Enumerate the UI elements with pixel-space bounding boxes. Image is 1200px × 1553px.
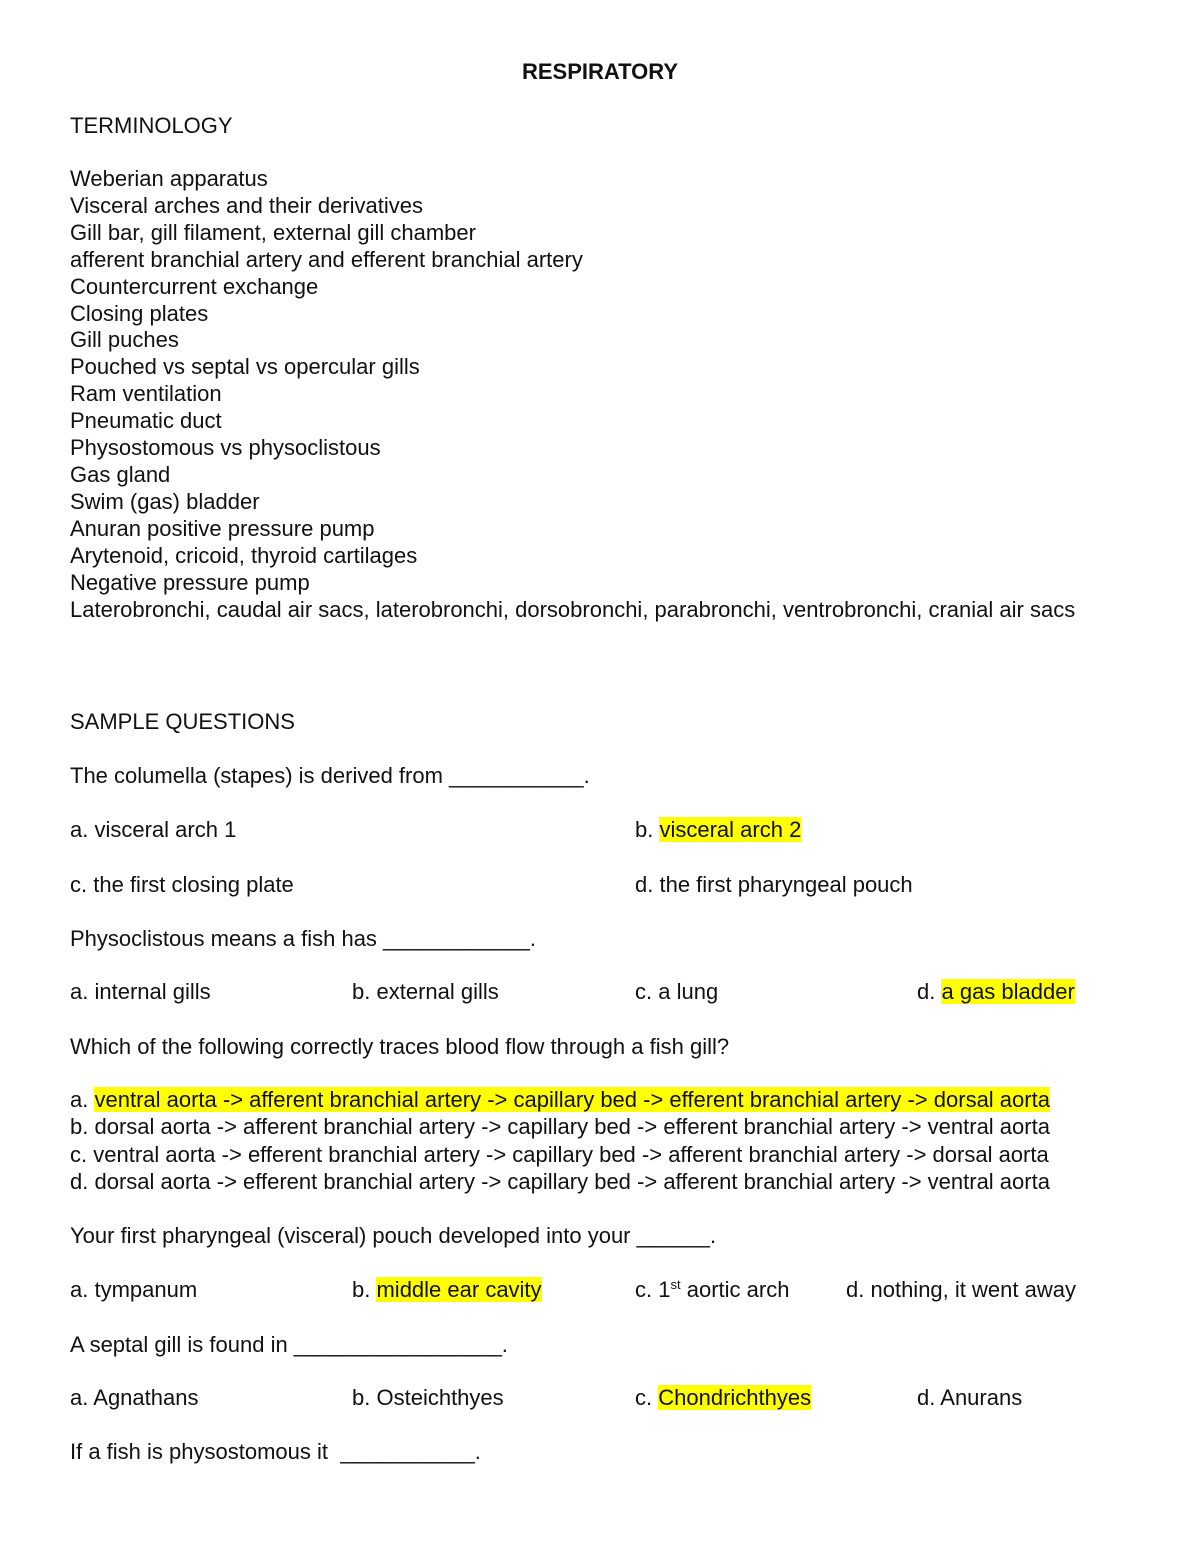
option-text-rest: aortic arch <box>680 1277 790 1302</box>
term-item: Arytenoid, cricoid, thyroid cartilages <box>70 542 418 568</box>
term-item: Physostomous vs physoclistous <box>70 435 381 461</box>
q2-option-a <box>70 978 211 1005</box>
q5-option-d <box>917 1384 1022 1411</box>
option-letter: b. <box>635 817 654 842</box>
option-letter: a. <box>70 979 89 1004</box>
option-letter: a. <box>70 817 89 842</box>
highlighted-answer: Chondrichthyes <box>658 1385 812 1410</box>
option-text: the first pharyngeal pouch <box>659 872 913 897</box>
option-text: external gills <box>376 979 499 1004</box>
option-text: Anurans <box>940 1385 1023 1410</box>
option-text: tympanum <box>94 1277 198 1302</box>
q3-option-b <box>70 1113 1050 1140</box>
term-item: Gas gland <box>70 461 171 487</box>
option-letter: d. <box>917 979 936 1004</box>
q5-option-c <box>635 1384 811 1411</box>
q4-option-a <box>70 1276 197 1303</box>
option-letter: c. <box>635 1385 653 1410</box>
highlighted-answer: visceral arch 2 <box>659 817 802 842</box>
term-item: Swim (gas) bladder <box>70 488 260 514</box>
terminology-heading: TERMINOLOGY <box>70 113 233 138</box>
option-letter: a. <box>70 1087 89 1112</box>
term-item: Visceral arches and their derivatives <box>70 192 423 218</box>
option-text: internal gills <box>94 979 211 1004</box>
question-6: If a fish is physostomous it ___________. <box>70 1439 481 1464</box>
option-text: a lung <box>658 979 719 1004</box>
term-item: Pouched vs septal vs opercular gills <box>70 354 420 380</box>
option-text: the first closing plate <box>93 872 294 897</box>
ordinal-number: 1 <box>658 1277 671 1302</box>
option-letter: b. <box>352 1277 371 1302</box>
question-1: The columella (stapes) is derived from ___________. <box>70 763 590 788</box>
term-item: Gill puches <box>70 327 179 353</box>
option-text: ventral aorta -> efferent branchial artery -> capillary bed -> afferent branchial artery -> dorsal aorta <box>93 1141 1049 1167</box>
sample-questions-heading: SAMPLE QUESTIONS <box>70 709 295 734</box>
option-text <box>658 1277 789 1302</box>
terminology-list <box>70 166 1130 623</box>
option-letter: d. <box>635 872 654 897</box>
q3-option-d <box>70 1168 1050 1195</box>
q2-option-b <box>352 978 499 1005</box>
option-letter: a. <box>70 1277 89 1302</box>
q1-option-d <box>635 871 913 898</box>
option-text: nothing, it went away <box>870 1277 1076 1302</box>
term-item: afferent branchial artery and efferent branchial artery <box>70 246 583 272</box>
q3-options <box>70 1086 1050 1195</box>
option-letter: c. <box>70 872 88 897</box>
option-text: Agnathans <box>93 1385 199 1410</box>
term-item: Anuran positive pressure pump <box>70 515 375 541</box>
option-letter: c. <box>70 1141 88 1167</box>
option-letter: b. <box>352 1385 371 1410</box>
q2-option-d <box>917 978 1075 1005</box>
term-item: Laterobronchi, caudal air sacs, laterobronchi, dorsobronchi, parabronchi, ventrobronchi, cranial air sacs <box>70 596 1076 622</box>
option-letter: b. <box>70 1114 89 1140</box>
q2-option-c <box>635 978 718 1005</box>
q4-option-b <box>352 1276 542 1303</box>
option-letter: c. <box>635 979 653 1004</box>
option-text: visceral arch 1 <box>94 817 237 842</box>
q4-option-d <box>846 1276 1076 1303</box>
q1-option-b <box>635 816 801 843</box>
option-text: Osteichthyes <box>376 1385 504 1410</box>
highlighted-answer: ventral aorta -> afferent branchial artery -> capillary bed -> efferent branchial artery -> dorsal aorta <box>94 1087 1050 1112</box>
option-letter: d. <box>70 1168 89 1194</box>
highlighted-answer: middle ear cavity <box>376 1277 542 1302</box>
q1-option-c <box>70 871 294 898</box>
question-2: Physoclistous means a fish has ____________. <box>70 926 536 951</box>
option-letter: c. <box>635 1277 653 1302</box>
option-text: dorsal aorta -> efferent branchial artery -> capillary bed -> afferent branchial artery -> ventral aorta <box>94 1168 1050 1194</box>
option-letter: d. <box>917 1385 936 1410</box>
q4-option-c <box>635 1276 789 1303</box>
option-letter: d. <box>846 1277 865 1302</box>
question-4: Your first pharyngeal (visceral) pouch developed into your ______. <box>70 1223 717 1248</box>
q3-option-c <box>70 1141 1050 1168</box>
term-item: Closing plates <box>70 300 209 326</box>
q5-option-a <box>70 1384 198 1411</box>
term-item: Gill bar, gill filament, external gill chamber <box>70 219 476 245</box>
term-item: Countercurrent exchange <box>70 273 319 299</box>
q3-option-a <box>70 1086 1050 1113</box>
question-3: Which of the following correctly traces blood flow through a fish gill? <box>70 1034 730 1059</box>
q5-option-b <box>352 1384 504 1411</box>
term-item: Ram ventilation <box>70 381 222 407</box>
option-text: dorsal aorta -> afferent branchial artery -> capillary bed -> efferent branchial artery -> ventral aorta <box>94 1114 1050 1140</box>
term-item: Negative pressure pump <box>70 569 310 595</box>
question-5: A septal gill is found in _________________. <box>70 1332 508 1357</box>
term-item: Pneumatic duct <box>70 408 222 434</box>
ordinal-suffix: st <box>670 1277 681 1292</box>
term-item: Weberian apparatus <box>70 166 268 191</box>
page-title: RESPIRATORY <box>521 59 679 84</box>
highlighted-answer: a gas bladder <box>941 979 1075 1004</box>
option-letter: b. <box>352 979 371 1004</box>
q1-option-a <box>70 816 236 843</box>
option-letter: a. <box>70 1385 89 1410</box>
